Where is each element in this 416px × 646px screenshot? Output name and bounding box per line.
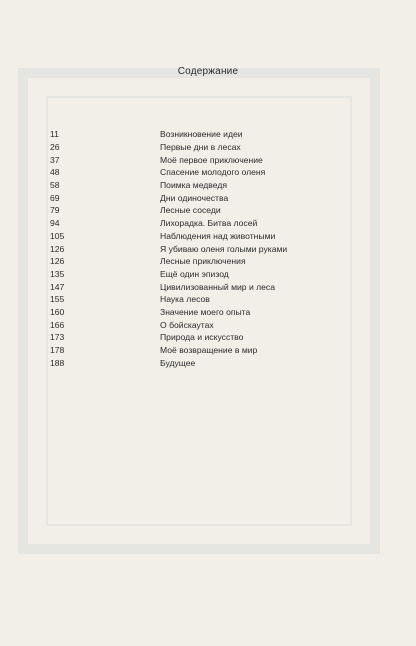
toc-entry [50, 344, 350, 357]
toc-page-number: 126 [50, 243, 65, 254]
toc-page-number: 48 [50, 167, 60, 178]
toc-title: Наука лесов [160, 294, 210, 305]
toc-entry [50, 268, 350, 281]
toc-entry [50, 230, 350, 243]
toc-title: Лихорадка. Битва лосей [160, 218, 258, 229]
toc-page-number: 79 [50, 205, 60, 216]
toc-page-number: 26 [50, 142, 60, 153]
toc-page-number: 155 [50, 294, 65, 305]
toc-title: Моё первое приключение [160, 154, 263, 165]
toc-entry [50, 242, 350, 255]
toc-title: Моё возвращение в мир [160, 345, 258, 356]
toc-title: Дни одиночества [160, 192, 229, 203]
toc-entry [50, 191, 350, 204]
toc-page-number: 58 [50, 180, 60, 191]
toc-entry [50, 153, 350, 166]
toc-page-number: 188 [50, 357, 65, 368]
toc-entry [50, 179, 350, 192]
toc-title: О бойскаутах [160, 319, 214, 330]
toc-entry [50, 255, 350, 268]
toc-page-number: 173 [50, 332, 65, 343]
toc-entry [50, 217, 350, 230]
toc-entry [50, 280, 350, 293]
toc-title: Поимка медведя [160, 180, 228, 191]
toc-title: Лесные соседи [160, 205, 221, 216]
toc-page-number: 105 [50, 230, 65, 241]
table-of-contents [50, 128, 350, 369]
toc-page-number: 69 [50, 192, 60, 203]
toc-title: Возникновение идеи [160, 129, 243, 140]
toc-entry [50, 306, 350, 319]
toc-title: Будущее [160, 357, 196, 368]
toc-page-number: 135 [50, 268, 65, 279]
toc-entry [50, 204, 350, 217]
toc-entry [50, 318, 350, 331]
toc-title: Я убиваю оленя голыми руками [160, 243, 288, 254]
toc-page-number: 178 [50, 345, 65, 356]
toc-entry [50, 331, 350, 344]
toc-title: Спасение молодого оленя [160, 167, 266, 178]
toc-page-number: 37 [50, 154, 60, 165]
toc-page-number: 166 [50, 319, 65, 330]
toc-entry [50, 166, 350, 179]
page-title: Содержание [177, 66, 239, 77]
toc-entry [50, 356, 350, 369]
toc-entry [50, 293, 350, 306]
toc-page-number: 94 [50, 218, 60, 229]
toc-title: Цивилизованный мир и леса [160, 281, 275, 292]
toc-title: Первые дни в лесах [160, 142, 241, 153]
toc-title: Ещё один эпизод [160, 268, 229, 279]
toc-entry [50, 141, 350, 154]
toc-title: Значение моего опыта [160, 306, 251, 317]
toc-title: Природа и искусство [160, 332, 244, 343]
toc-entry [50, 128, 350, 141]
toc-title: Лесные приключения [160, 256, 246, 267]
toc-title: Наблюдения над животными [160, 230, 276, 241]
toc-page-number: 160 [50, 306, 65, 317]
toc-page-number: 126 [50, 256, 65, 267]
toc-page-number: 11 [50, 129, 59, 140]
toc-page-number: 147 [50, 281, 65, 292]
